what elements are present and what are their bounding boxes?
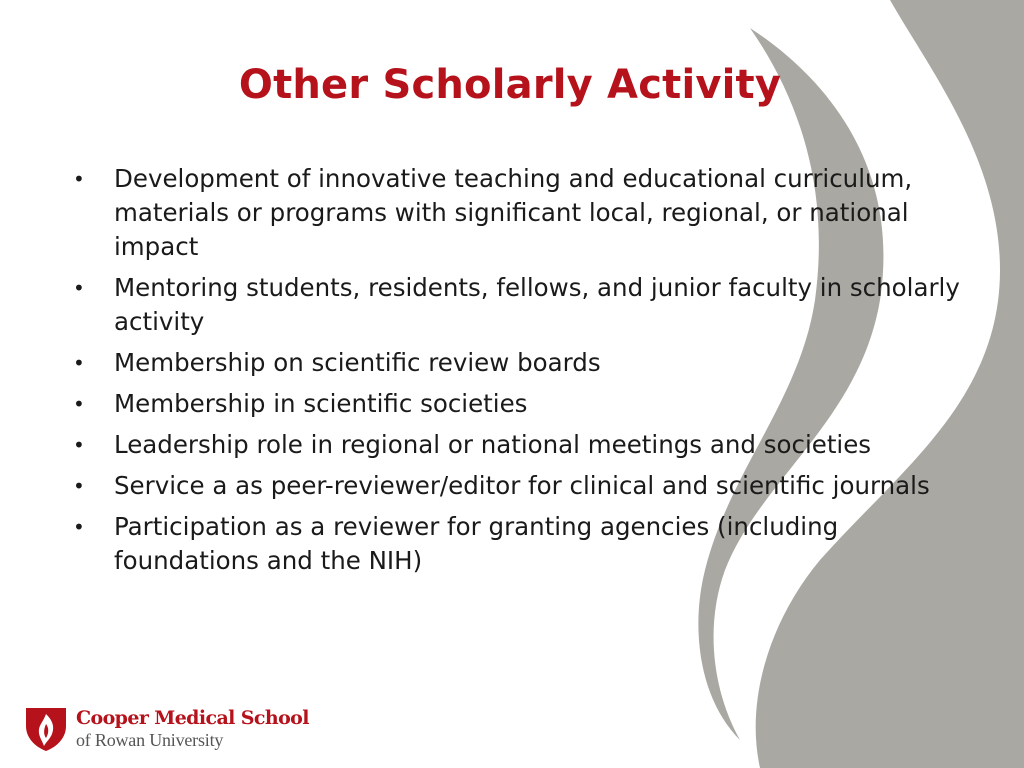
bullet-item (66, 428, 966, 462)
logo-name-line2: of Rowan University (76, 730, 224, 750)
bullet-dot-icon: • (73, 351, 85, 375)
bullet-text: Mentoring students, residents, fellows, and junior faculty in scholarly activity (114, 273, 960, 336)
bullet-dot-icon: • (73, 433, 85, 457)
bullet-text: Membership in scientific societies (114, 389, 528, 418)
logo-name-line1: Cooper Medical School (76, 707, 309, 729)
bullet-text: Membership on scientific review boards (114, 348, 601, 377)
bullet-item (66, 469, 966, 503)
bullet-text: Participation as a reviewer for granting agencies (including foundations and the NIH) (114, 512, 839, 575)
bullet-item (66, 162, 966, 264)
bullet-list (66, 162, 966, 585)
bullet-text: Service a as peer-reviewer/editor for clinical and scientific journals (114, 471, 930, 500)
bullet-text: Development of innovative teaching and educational curriculum, materials or programs with significant local, regional, or national impact (114, 164, 913, 261)
flame-shield-logo-icon (24, 704, 68, 752)
bullet-dot-icon: • (73, 392, 85, 416)
bullet-item (66, 387, 966, 421)
bullet-dot-icon: • (73, 276, 85, 300)
bullet-dot-icon: • (73, 515, 85, 539)
bullet-dot-icon: • (73, 167, 85, 191)
bullet-item (66, 346, 966, 380)
slide-title: Other Scholarly Activity (238, 62, 782, 108)
bullet-item (66, 510, 966, 578)
bullet-item (66, 271, 966, 339)
bullet-dot-icon: • (73, 474, 85, 498)
bullet-text: Leadership role in regional or national meetings and societies (114, 430, 872, 459)
institution-logo (24, 704, 309, 754)
